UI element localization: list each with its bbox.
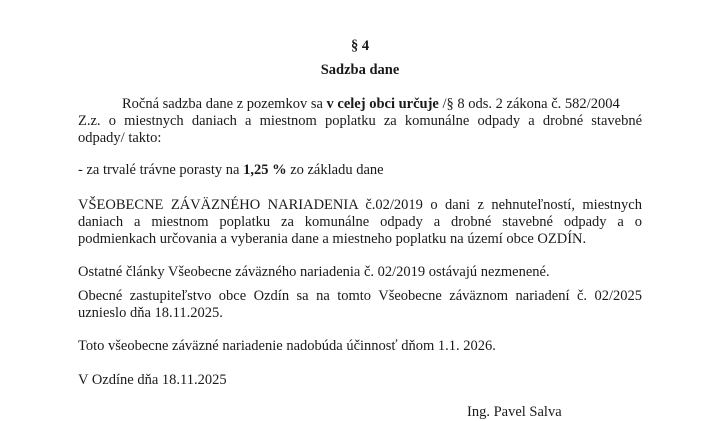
rate-paragraph-line-3: odpady/ takto:	[78, 130, 162, 146]
rate-paragraph-line-1	[122, 96, 620, 113]
rate-item-pre: - za trvalé trávne porasty na	[78, 162, 244, 178]
regulation-line-2: daniach a miestnom poplatku za komunálne odpady a drobné stavebné odpady a o	[78, 214, 642, 230]
effective-date-text: Toto všeobecne záväzné nariadenie nadobúda účinnosť dňom 1.1. 2026.	[78, 338, 496, 354]
rate-text-pre: Ročná sadzba dane z pozemkov sa	[122, 96, 327, 112]
rate-item-post: zo základu dane	[286, 162, 384, 178]
section-number: § 4	[350, 38, 370, 54]
regulation-line-1: VŠEOBECNE ZÁVÄZNÉHO NARIADENIA č.02/2019 o dani z nehnuteľností, miestnych	[78, 197, 642, 213]
section-title: Sadzba dane	[320, 62, 400, 78]
signatory-name: Ing. Pavel Salva	[467, 404, 562, 420]
rate-text-post: /§ 8 ods. 2 zákona č. 582/2004	[438, 96, 620, 112]
council-line-2: uznieslo dňa 18.11.2025.	[78, 305, 223, 321]
council-line-1: Obecné zastupiteľstvo obce Ozdín sa na tomto Všeobecne záväznom nariadení č. 02/2025	[78, 288, 642, 304]
regulation-line-3: podmienkach určovania a vyberania dane a miestneho poplatku na území obce OZDÍN.	[78, 231, 587, 247]
rate-item-value: 1,25 %	[243, 162, 287, 178]
rate-text-bold: v celej obci určuje	[326, 96, 439, 112]
rate-item	[78, 162, 384, 179]
other-articles-text: Ostatné články Všeobecne záväzného nariadenia č. 02/2019 ostávajú nezmenené.	[78, 264, 550, 280]
rate-paragraph-line-2: Z.z. o miestnych daniach a miestnom poplatku za komunálne odpady a drobné stavebné	[78, 113, 642, 129]
place-date-text: V Ozdíne dňa 18.11.2025	[78, 372, 227, 388]
